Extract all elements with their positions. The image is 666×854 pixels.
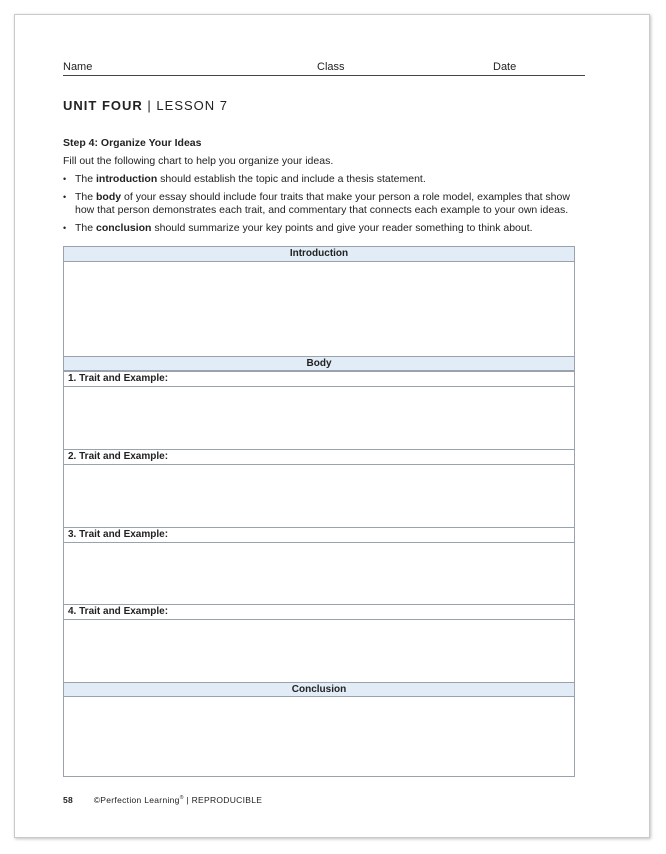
trait-1-writing-area[interactable]	[64, 387, 574, 449]
trait-1-label: 1. Trait and Example:	[64, 371, 574, 387]
instruction-list	[63, 173, 583, 240]
date-label: Date	[493, 61, 517, 73]
class-label: Class	[317, 61, 345, 73]
lesson-label: LESSON 7	[156, 98, 229, 113]
list-item: • The conclusion should summarize your key points and give your reader something to think about.	[63, 222, 583, 235]
organizer-chart	[63, 246, 575, 777]
introduction-header: Introduction	[64, 247, 574, 262]
header-row	[63, 61, 585, 76]
trait-3-label: 3. Trait and Example:	[64, 527, 574, 543]
name-label: Name	[63, 61, 93, 73]
trait-3-writing-area[interactable]	[64, 543, 574, 604]
step-intro: Fill out the following chart to help you organize your ideas.	[63, 155, 334, 167]
keyword-introduction: introduction	[96, 173, 158, 185]
reproducible-label: REPRODUCIBLE	[191, 795, 263, 805]
trait-2-label: 2. Trait and Example:	[64, 449, 574, 465]
footer-divider: |	[186, 795, 189, 805]
list-item: • The introduction should establish the topic and include a thesis statement.	[63, 173, 583, 186]
page-footer	[63, 795, 262, 805]
worksheet-page	[14, 14, 650, 838]
keyword-conclusion: conclusion	[96, 222, 152, 234]
title-separator: |	[147, 98, 152, 113]
copyright-text: ©Perfection Learning	[93, 795, 180, 805]
introduction-writing-area[interactable]	[64, 262, 574, 356]
unit-lesson-title	[63, 98, 228, 113]
trademark-mark: ®	[179, 795, 184, 802]
conclusion-writing-area[interactable]	[64, 697, 574, 776]
trait-2-writing-area[interactable]	[64, 465, 574, 527]
page-number: 58	[63, 795, 74, 805]
conclusion-header: Conclusion	[64, 682, 574, 697]
trait-4-writing-area[interactable]	[64, 620, 574, 682]
step-title: Step 4: Organize Your Ideas	[63, 137, 202, 149]
body-header: Body	[64, 356, 574, 371]
list-item: • The body of your essay should include four traits that make your person a role model, examples that show how that person demonstrates each trait, and commentary that connects each example to your own ideas.	[63, 191, 583, 217]
keyword-body: body	[96, 191, 122, 203]
unit-label: UNIT FOUR	[63, 98, 143, 113]
trait-4-label: 4. Trait and Example:	[64, 604, 574, 620]
